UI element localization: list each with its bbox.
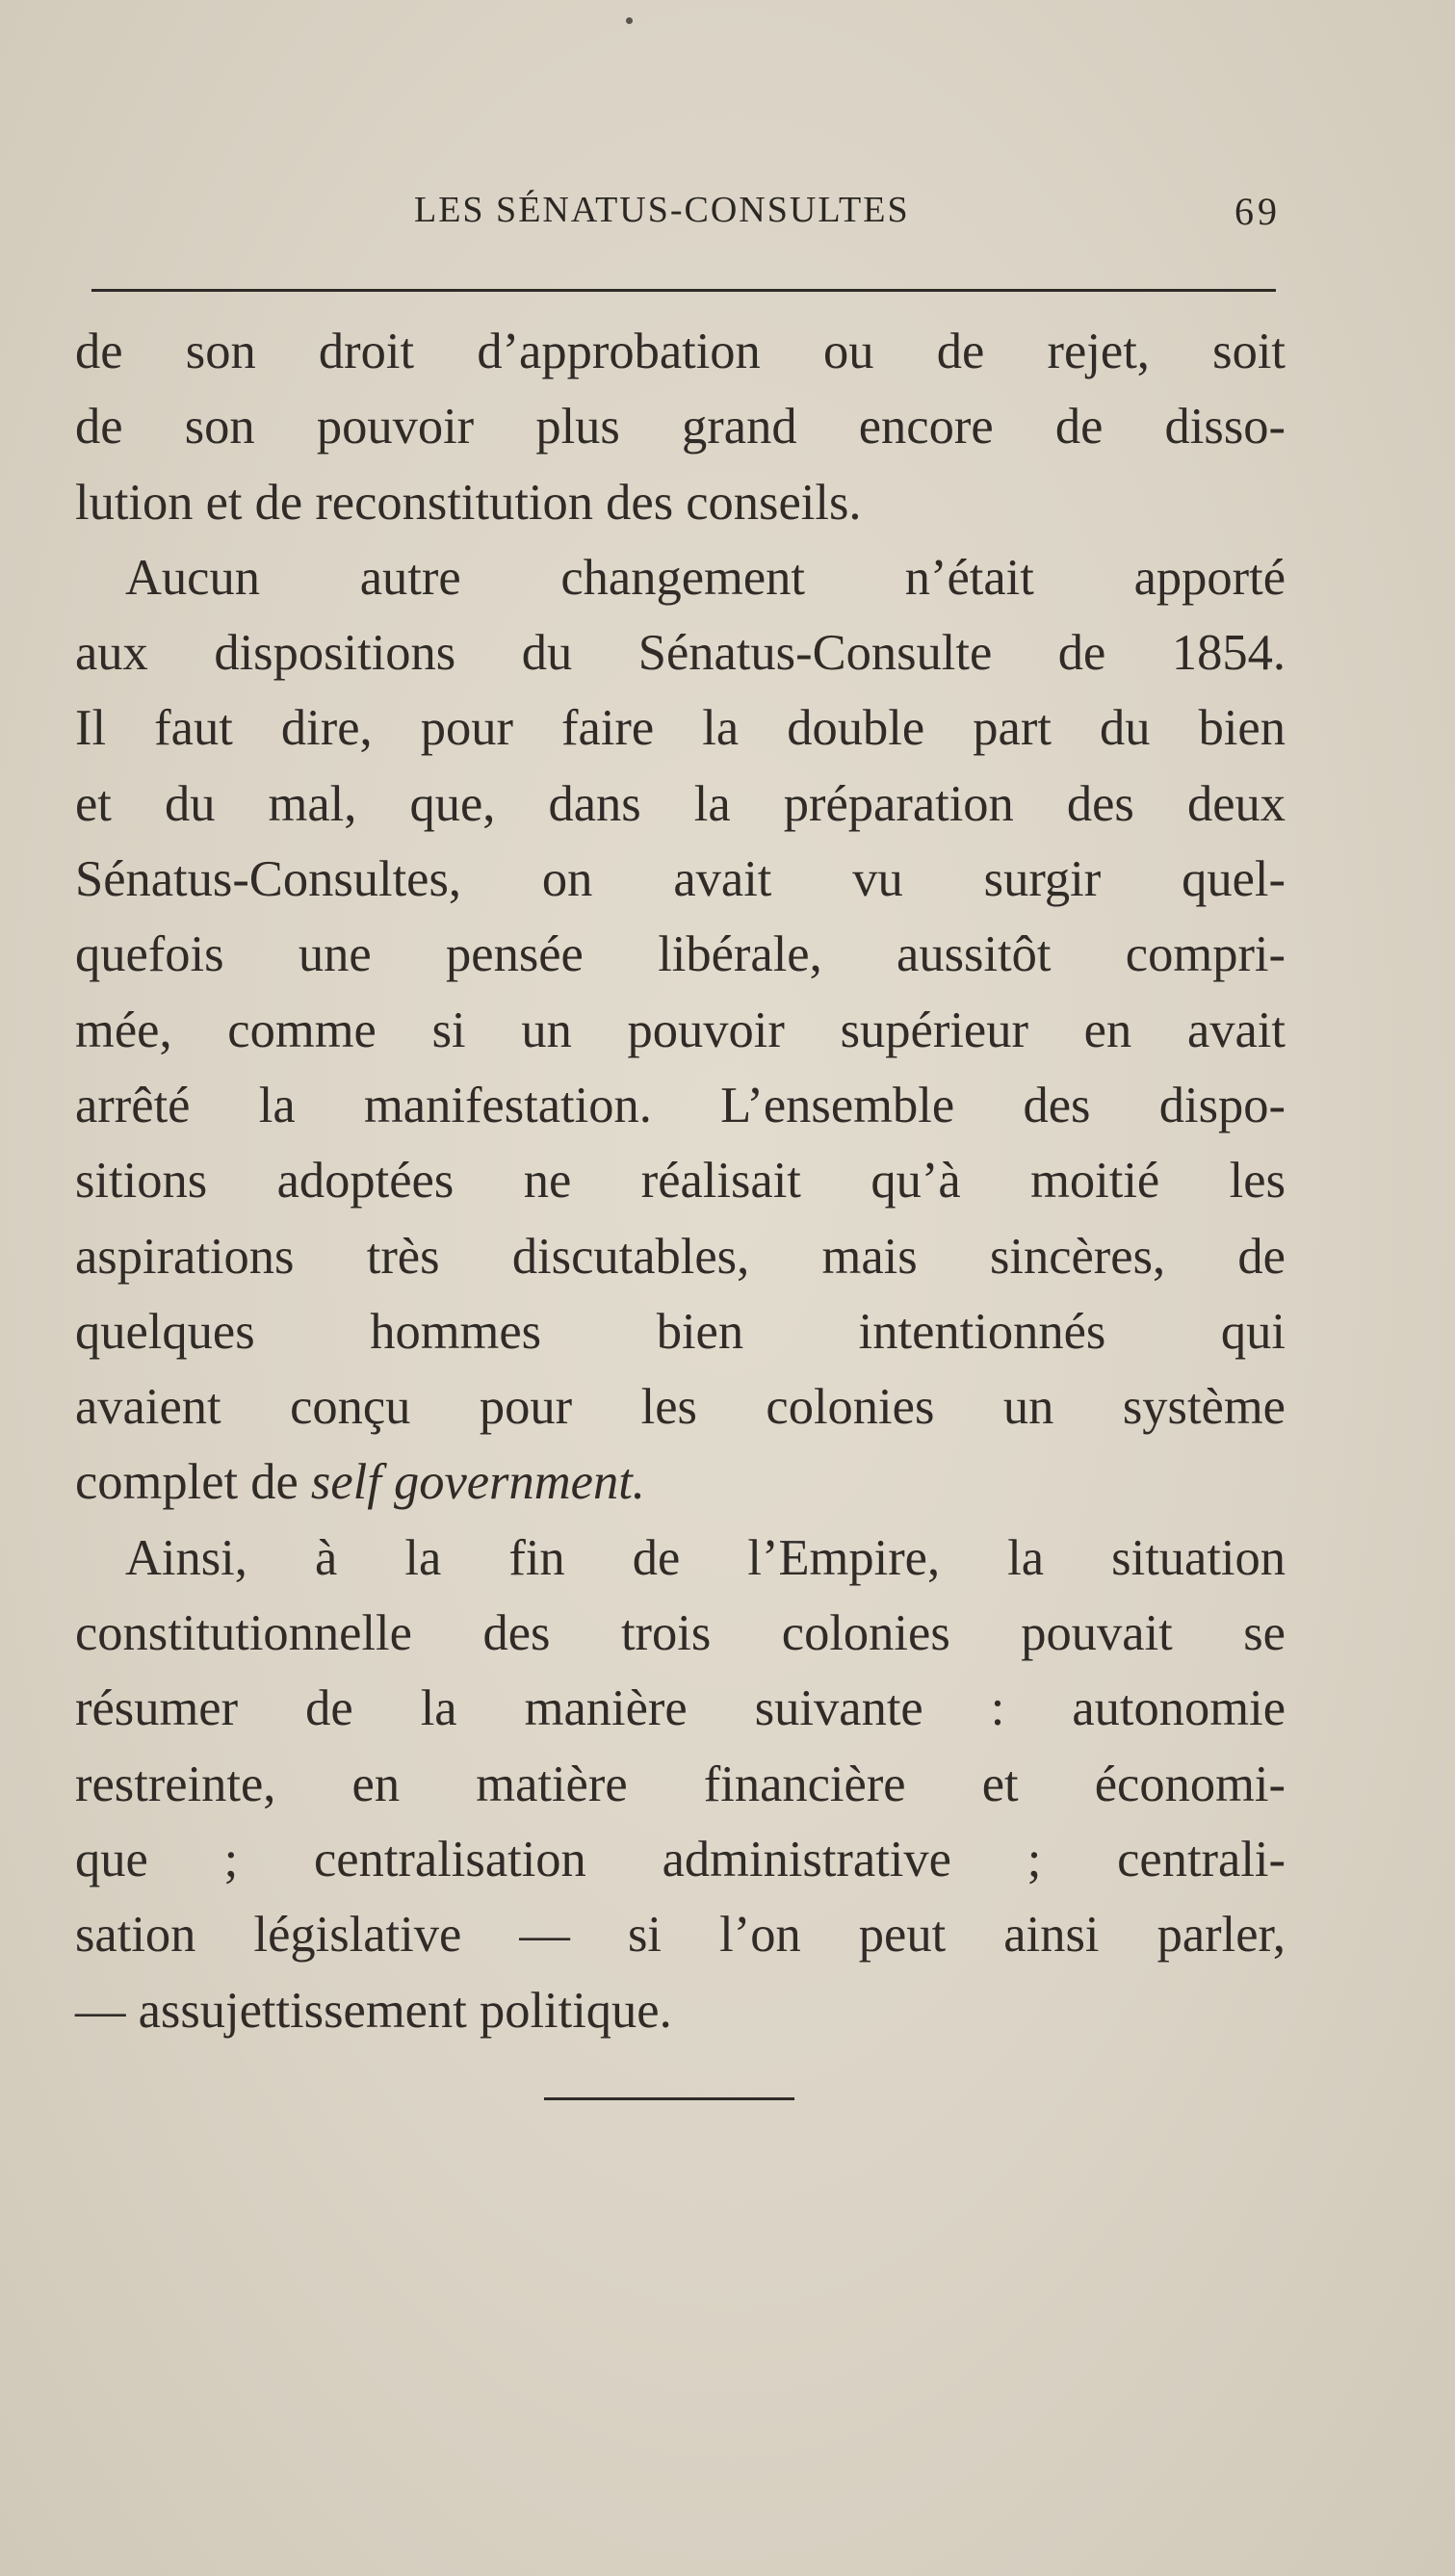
paper-speck [626,17,633,24]
text-line: lution et de reconstitution des conseils. [75,474,862,531]
text-line: constitutionnelle des trois colonies pouvait se [75,1605,1286,1662]
text-line: quelques hommes bien intentionnés qui [75,1303,1286,1360]
text-line: Ainsi, à la fin de l’Empire, la situation [125,1529,1286,1586]
text-line: aspirations très discutables, mais sincères, de [75,1228,1286,1285]
text-line: sation législative — si l’on peut ainsi parler, [75,1907,1286,1964]
text-line: complet de [75,1454,311,1511]
text-line: — assujettissement politique. [75,1982,672,2039]
header-rule [91,289,1276,292]
text-line: Sénatus-Consultes, on avait vu surgir quel- [75,851,1286,908]
running-head [77,189,1281,247]
text-line: de son pouvoir plus grand encore de disso- [75,399,1286,455]
text-line: que ; centralisation administrative ; centrali- [75,1831,1286,1887]
text-line: et du mal, que, dans la préparation des deux [75,775,1286,832]
text-line: de son droit d’approbation ou de rejet, soit [75,324,1286,379]
text-line: avaient conçu pour les colonies un système [75,1379,1286,1436]
italic-phrase: self government. [310,1454,645,1511]
paragraph-1 [75,314,1286,540]
text-line: sitions adoptées ne réalisait qu’à moitié les [75,1153,1286,1210]
text-line: Il faut dire, pour faire la double part du bien [75,700,1286,757]
body-text [75,314,1286,2048]
paragraph-3 [75,1521,1286,2048]
text-line: mée, comme si un pouvoir supérieur en avait [75,1002,1286,1058]
running-title: LES SÉNATUS-CONSULTES [414,190,910,230]
page-number: 69 [1234,190,1281,233]
text-line: aux dispositions du Sénatus-Consulte de 1854. [75,625,1286,682]
text-line: restreinte, en matière financière et économi- [75,1756,1286,1812]
text-line: résumer de la manière suivante : autonomie [75,1680,1286,1737]
paragraph-2 [75,540,1286,1521]
text-line: Aucun autre changement n’était apporté [125,549,1286,606]
end-rule [544,2097,794,2100]
text-line: arrêté la manifestation. L’ensemble des dispo- [75,1077,1286,1133]
text-line-with-italic [75,1444,1286,1520]
text-line: quefois une pensée libérale, aussitôt compri- [75,926,1286,983]
